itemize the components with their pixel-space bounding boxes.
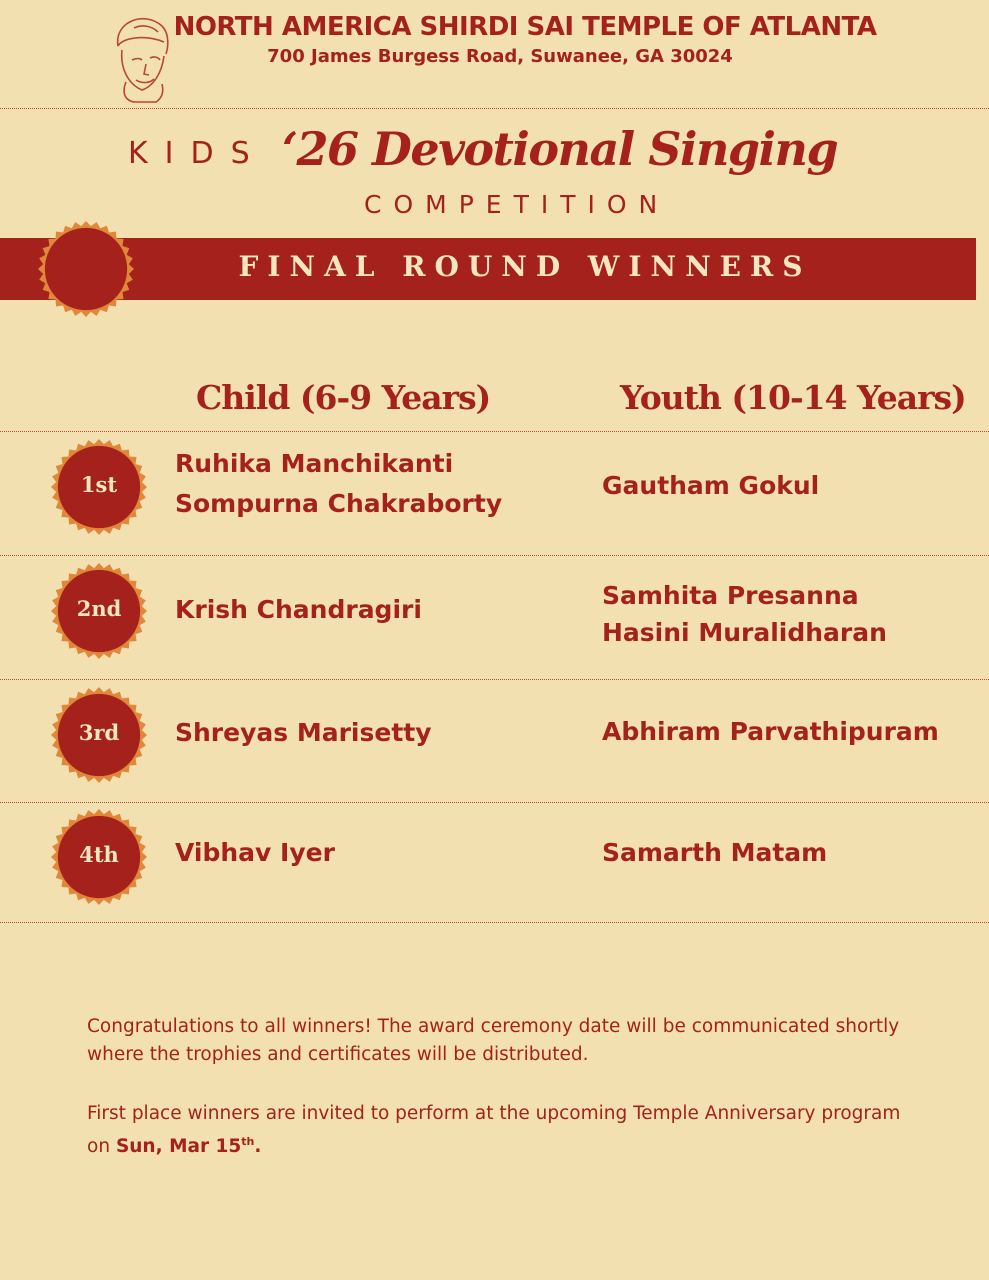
rank-label: 4th [79,842,119,867]
winner-name: Samhita Presanna [602,581,859,610]
banner-title: FINAL ROUND WINNERS [238,250,812,283]
divider [0,679,989,680]
divider [0,555,989,556]
invitation-note [87,1100,927,1161]
rank-label: 3rd [78,720,120,745]
winner-name: Gautham Gokul [602,471,820,500]
organization-name: NORTH AMERICA SHIRDI SAI TEMPLE OF ATLANTA [173,12,877,42]
winner-name: Krish Chandragiri [175,595,422,624]
date-period: . [254,1136,262,1158]
divider [0,802,989,803]
kids-label: KIDS [128,136,267,171]
winner-name: Hasini Muralidharan [602,618,887,647]
winner-name: Vibhav Iyer [175,838,335,867]
child-category-heading: Child (6-9 Years) [196,378,491,417]
winner-name: Abhiram Parvathipuram [602,717,939,746]
divider [0,108,989,109]
divider [0,922,989,923]
invitation-text: First place winners are invited to perform at the upcoming Temple Anniversary program on [87,1103,901,1158]
organization-address: 700 James Burgess Road, Suwanee, GA 30024 [267,46,733,67]
divider [0,431,989,432]
competition-label: COMPETITION [364,190,670,219]
youth-category-heading: Youth (10-14 Years) [620,378,966,417]
rank-label: 2nd [76,596,122,621]
winner-name: Ruhika Manchikanti [175,449,454,478]
date-suffix: th [241,1135,255,1148]
winner-name: Shreyas Marisetty [175,718,432,747]
winner-name: Sompurna Chakraborty [175,489,503,518]
congratulations-note: Congratulations to all winners! The award ceremony date will be communicated shortly where the trophies and certificates will be distributed. [87,1016,900,1065]
winner-name: Samarth Matam [602,838,828,867]
performance-date [116,1136,261,1157]
performance-date-text: Sun, Mar 15 [115,1136,242,1158]
event-title: ‘26 Devotional Singing [282,122,838,176]
rank-label: 1st [80,472,118,497]
